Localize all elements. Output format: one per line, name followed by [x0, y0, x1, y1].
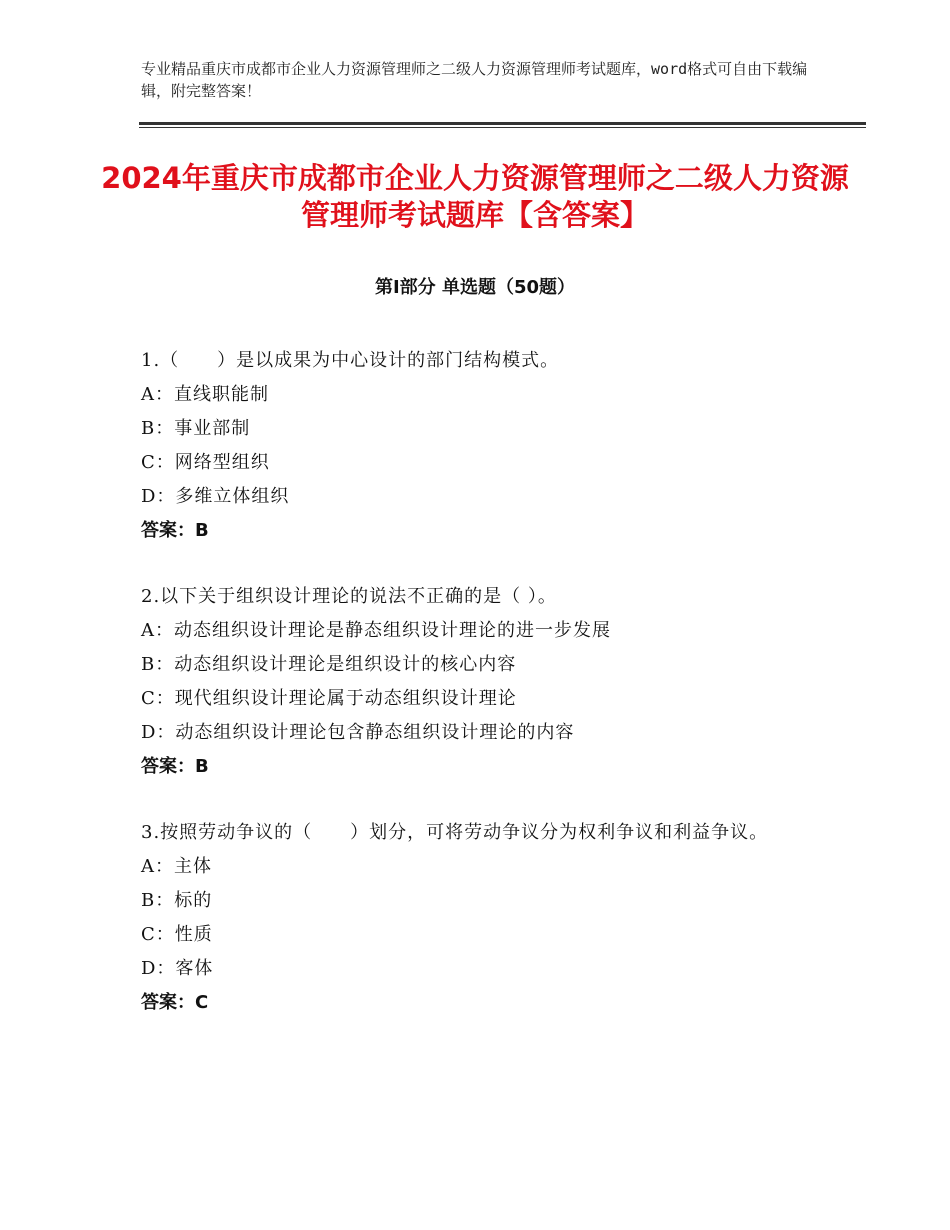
answer-label: 答案：C [141, 992, 209, 1013]
option-a: A：直线职能制 [141, 384, 269, 405]
document-title: 2024年重庆市成都市企业人力资源管理师之二级人力资源管理师考试题库【含答案】 [101, 161, 849, 232]
question-item [141, 816, 821, 1020]
option-d: D：客体 [141, 958, 214, 979]
question-item [141, 344, 821, 548]
answer-label: 答案：B [141, 520, 209, 541]
question-stem: 1.（ ）是以成果为中心设计的部门结构模式。 [141, 350, 560, 371]
option-c: C：现代组织设计理论属于动态组织设计理论 [141, 688, 517, 709]
option-c: C：网络型组织 [141, 452, 270, 473]
option-d: D：多维立体组织 [141, 486, 290, 507]
option-b: B：标的 [141, 890, 213, 911]
option-a: A：动态组织设计理论是静态组织设计理论的进一步发展 [141, 620, 611, 641]
question-stem: 3.按照劳动争议的（ ）划分，可将劳动争议分为权利争议和利益争议。 [141, 822, 769, 843]
option-d: D：动态组织设计理论包含静态组织设计理论的内容 [141, 722, 575, 743]
question-stem: 2.以下关于组织设计理论的说法不正确的是（ ）。 [141, 586, 557, 607]
question-list [141, 344, 821, 1052]
header-divider [139, 122, 866, 128]
option-a: A：主体 [141, 856, 212, 877]
option-b: B：事业部制 [141, 418, 251, 439]
option-b: B：动态组织设计理论是组织设计的核心内容 [141, 654, 517, 675]
section-title: 第Ⅰ部分 单选题（50题） [374, 277, 575, 298]
answer-label: 答案：B [141, 756, 209, 777]
option-c: C：性质 [141, 924, 213, 945]
header-note: 专业精品重庆市成都市企业人力资源管理师之二级人力资源管理师考试题库，word格式可自由下载编辑，附完整答案！ [141, 60, 808, 100]
question-item [141, 580, 821, 784]
